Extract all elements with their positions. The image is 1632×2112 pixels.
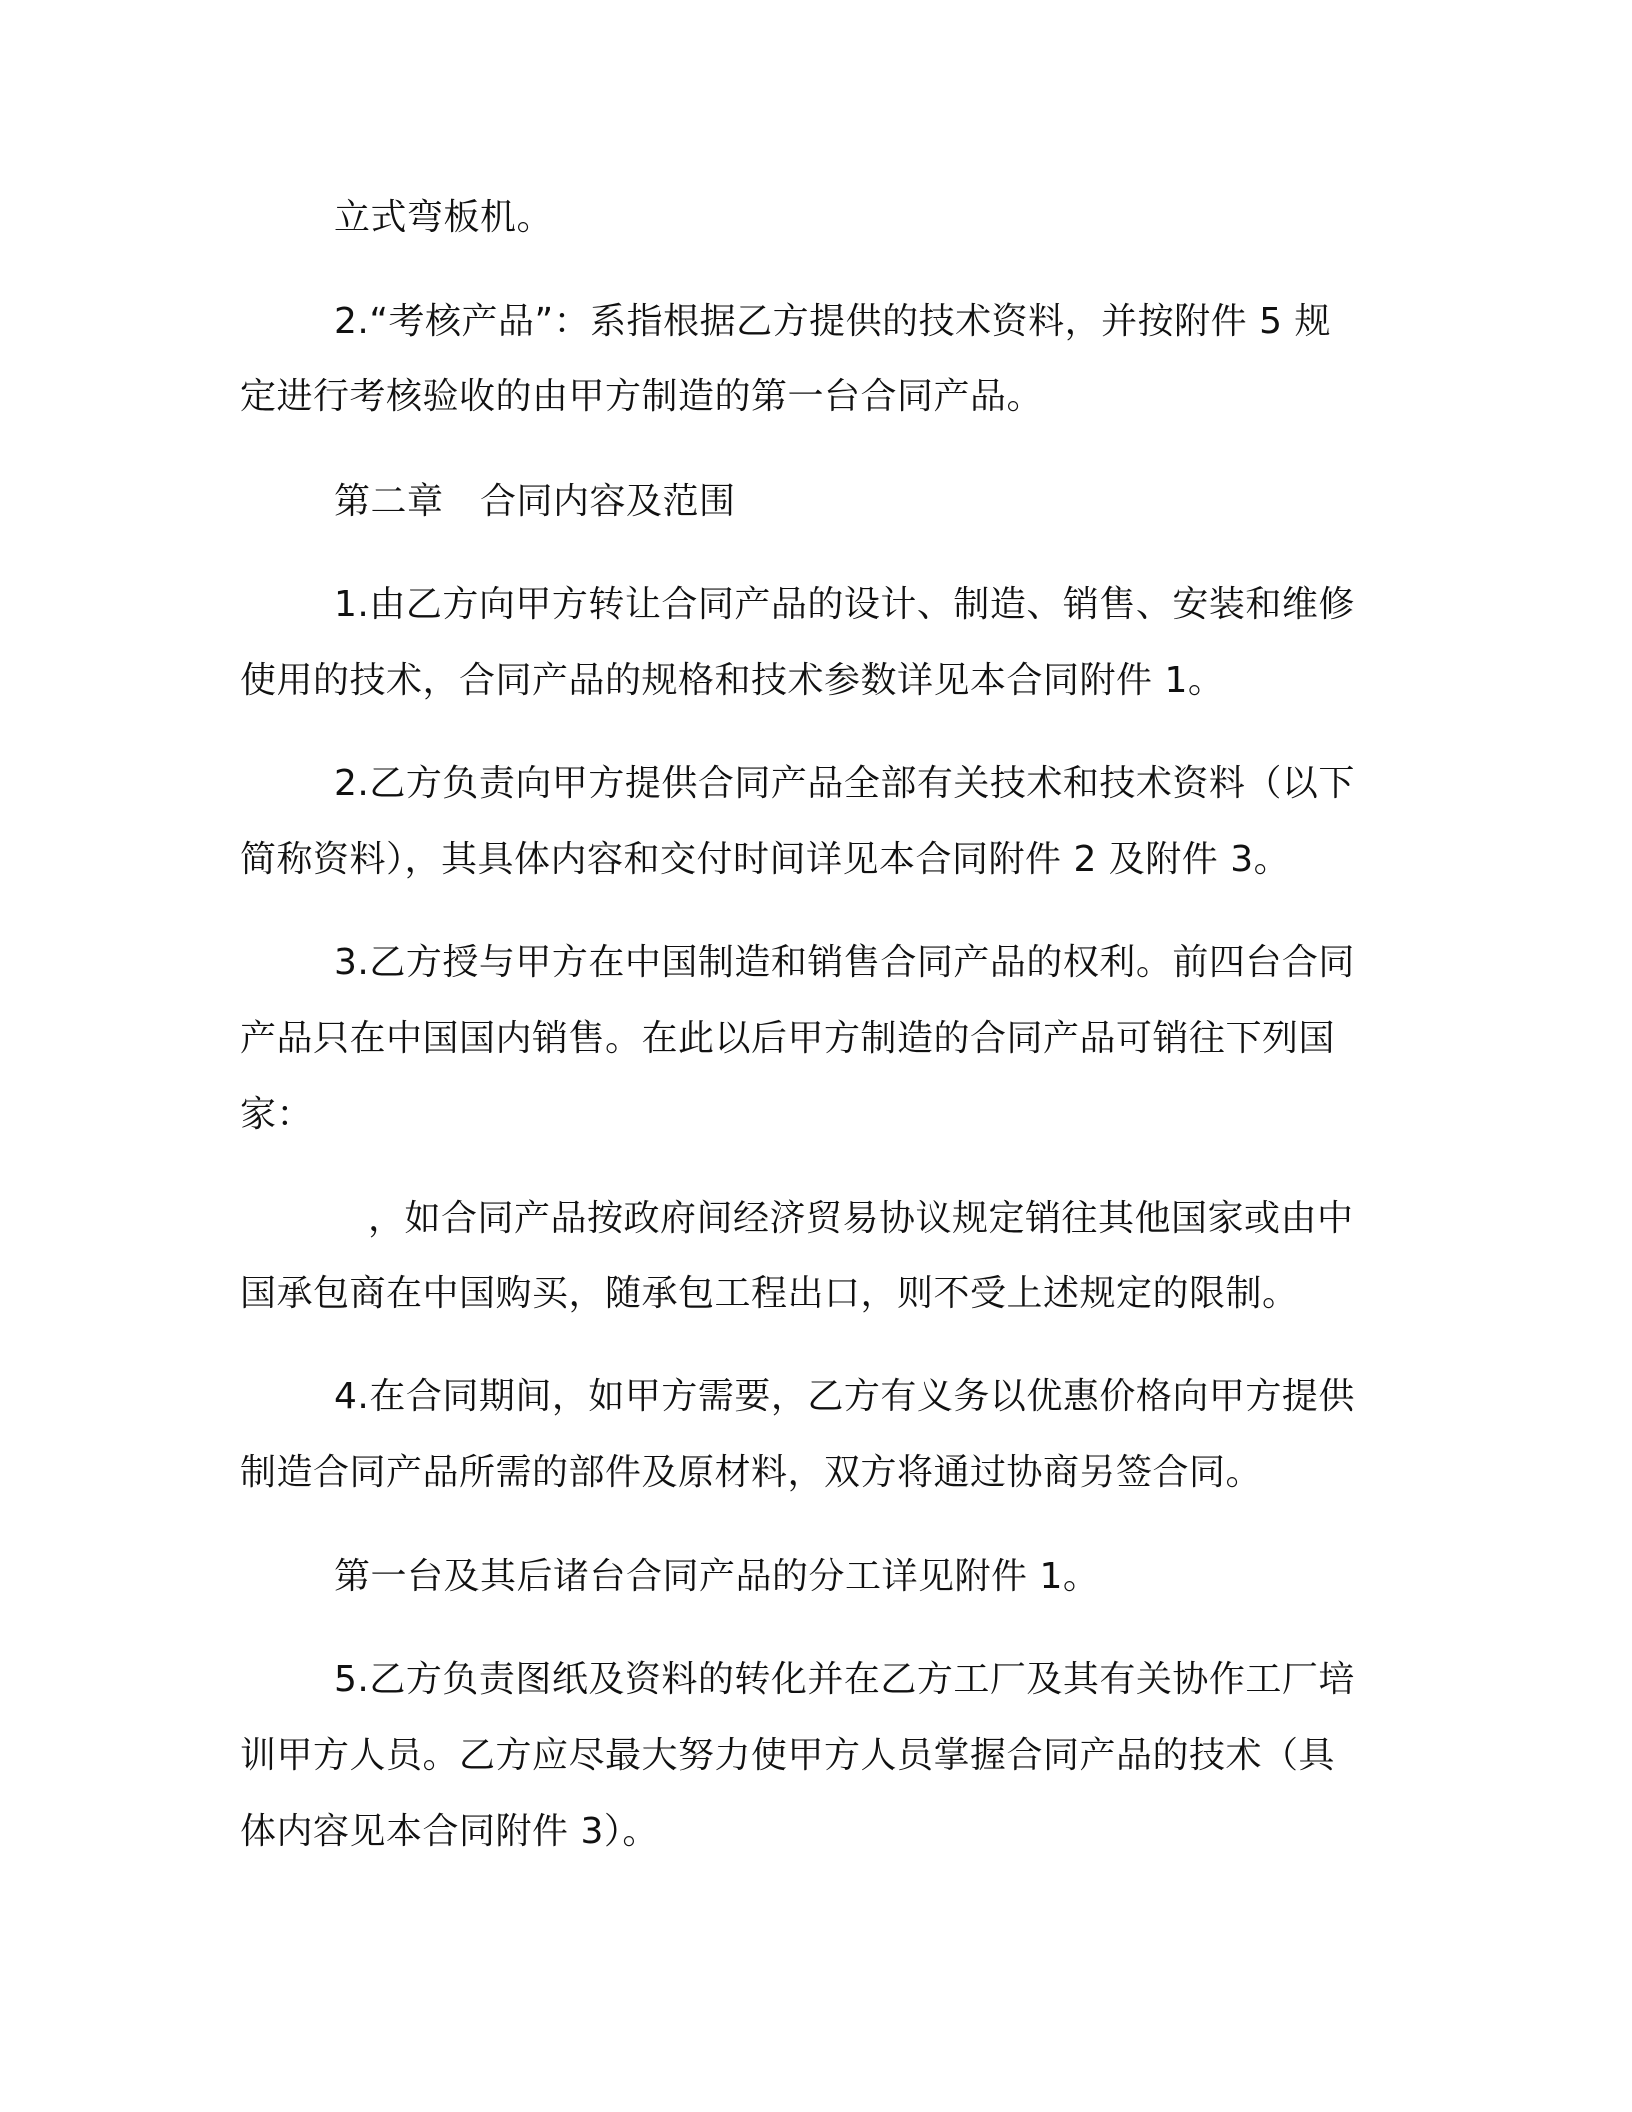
text-line-1: 立式弯板机。 — [334, 197, 554, 238]
text-line-3: 定进行考核验收的由甲方制造的第一台合同产品。 — [240, 376, 1044, 417]
text-line-15: 制造合同产品所需的部件及原材料，双方将通过协商另签合同。 — [240, 1452, 1263, 1493]
text-line-10: 产品只在中国国内销售。在此以后甲方制造的合同产品可销往下列国 — [240, 1018, 1336, 1059]
text-line-16: 第一台及其后诸台合同产品的分工详见附件 1。 — [334, 1556, 1100, 1597]
text-line-12: ，如合同产品按政府间经济贸易协议规定销往其他国家或由中 — [368, 1198, 1354, 1239]
text-line-9: 3.乙方授与甲方在中国制造和销售合同产品的权利。前四台合同 — [334, 942, 1355, 983]
chapter-heading: 第二章 合同内容及范围 — [334, 481, 736, 522]
text-line-7: 2.乙方负责向甲方提供合同产品全部有关技术和技术资料（以下 — [334, 763, 1355, 804]
text-line-19: 体内容见本合同附件 3）。 — [240, 1811, 659, 1852]
text-line-2: 2.“考核产品”：系指根据乙方提供的技术资料，并按附件 5 规 — [334, 301, 1331, 342]
text-line-6: 使用的技术，合同产品的规格和技术参数详见本合同附件 1。 — [240, 660, 1225, 701]
text-line-18: 训甲方人员。乙方应尽最大努力使甲方人员掌握合同产品的技术（具 — [240, 1735, 1336, 1776]
text-line-14: 4.在合同期间，如甲方需要，乙方有义务以优惠价格向甲方提供 — [334, 1376, 1355, 1417]
text-line-13: 国承包商在中国购买，随承包工程出口，则不受上述规定的限制。 — [240, 1273, 1299, 1314]
text-line-8: 简称资料），其具体内容和交付时间详见本合同附件 2 及附件 3。 — [240, 839, 1291, 880]
text-line-11: 家： — [240, 1094, 314, 1135]
text-line-17: 5.乙方负责图纸及资料的转化并在乙方工厂及其有关协作工厂培 — [334, 1659, 1355, 1700]
text-line-5: 1.由乙方向甲方转让合同产品的设计、制造、销售、安装和维修 — [334, 584, 1355, 625]
